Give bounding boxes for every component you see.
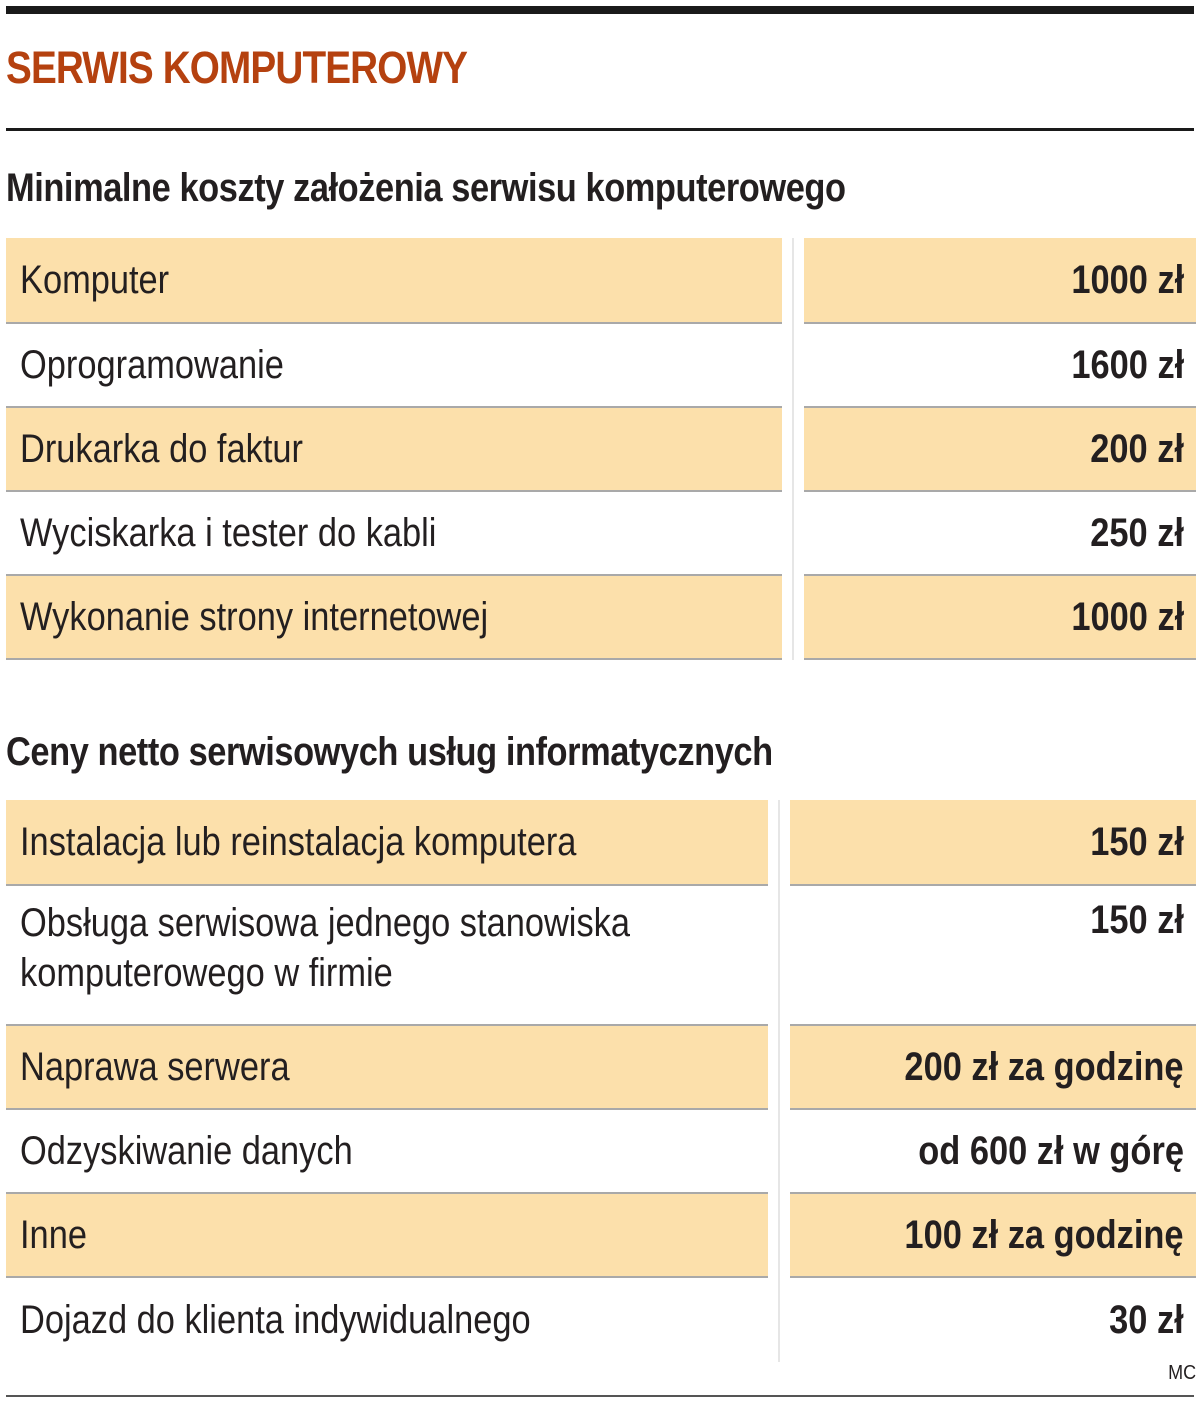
row-value: 150 zł <box>1090 898 1184 942</box>
row-value: 30 zł <box>1109 1297 1184 1342</box>
table-row <box>6 1278 1196 1362</box>
row-value: 250 zł <box>1090 510 1184 555</box>
table-row <box>6 408 1196 492</box>
row-label: Instalacja lub reinstalacja komputera <box>20 819 577 864</box>
section-heading-setup-costs <box>6 166 846 211</box>
row-label-cell <box>6 800 768 886</box>
row-label: Oprogramowanie <box>20 342 284 387</box>
table-row <box>6 1026 1196 1110</box>
setup-costs-table <box>6 238 1196 660</box>
column-gap <box>782 492 804 576</box>
table-row <box>6 492 1196 576</box>
row-label-cell <box>6 1110 768 1194</box>
row-value-cell <box>790 1194 1196 1278</box>
row-label-multiline <box>20 898 630 998</box>
row-value: 200 zł <box>1090 426 1184 471</box>
author-credit: MC <box>1168 1362 1196 1384</box>
row-value-cell <box>804 492 1196 576</box>
column-gap <box>782 576 804 660</box>
column-gap <box>768 800 790 886</box>
row-label: Drukarka do faktur <box>20 426 303 471</box>
row-label-cell <box>6 886 768 1026</box>
column-gap <box>782 324 804 408</box>
row-value: od 600 zł w górę <box>918 1128 1184 1173</box>
row-label-cell <box>6 1278 768 1362</box>
row-value-cell <box>790 1278 1196 1362</box>
column-gap <box>782 408 804 492</box>
row-value-cell <box>804 408 1196 492</box>
table-row <box>6 324 1196 408</box>
row-label: Wykonanie strony internetowej <box>20 594 489 639</box>
row-label-cell <box>6 238 782 324</box>
section-heading-text: Minimalne koszty założenia serwisu komputerowego <box>6 166 846 210</box>
table-row <box>6 800 1196 886</box>
row-value-cell <box>804 324 1196 408</box>
row-label: Inne <box>20 1212 87 1257</box>
row-label: Naprawa serwera <box>20 1044 290 1089</box>
column-gap <box>768 1278 790 1362</box>
top-rule <box>6 6 1194 14</box>
service-prices-table <box>6 800 1196 1362</box>
row-value-cell <box>790 886 1196 1026</box>
row-label: Wyciskarka i tester do kabli <box>20 510 437 555</box>
row-label-cell <box>6 1026 768 1110</box>
row-value-cell <box>790 1110 1196 1194</box>
section-heading-service-prices <box>6 730 773 775</box>
section-heading-text: Ceny netto serwisowych usług informatycznych <box>6 730 773 774</box>
row-value: 200 zł za godzinę <box>904 1044 1184 1089</box>
column-gap <box>768 1194 790 1278</box>
column-gap <box>782 238 804 324</box>
row-label: Dojazd do klienta indywidualnego <box>20 1297 531 1342</box>
row-label: Komputer <box>20 257 170 302</box>
row-label-cell <box>6 576 782 660</box>
column-gap <box>768 1110 790 1194</box>
table-row <box>6 1110 1196 1194</box>
table-row <box>6 886 1196 1026</box>
row-value: 100 zł za godzinę <box>904 1212 1184 1257</box>
table-row <box>6 238 1196 324</box>
row-value: 1000 zł <box>1071 594 1184 639</box>
row-value-cell <box>790 1026 1196 1110</box>
row-value-cell <box>804 238 1196 324</box>
table-row <box>6 1194 1196 1278</box>
page-title: SERWIS KOMPUTEROWY <box>6 42 468 93</box>
row-label-cell <box>6 408 782 492</box>
row-label-cell <box>6 1194 768 1278</box>
title-divider <box>6 128 1194 131</box>
row-value: 1000 zł <box>1071 257 1184 302</box>
column-gap <box>768 886 790 1026</box>
row-value-cell <box>804 576 1196 660</box>
column-gap <box>768 1026 790 1110</box>
row-value: 1600 zł <box>1071 342 1184 387</box>
table-row <box>6 576 1196 660</box>
row-label: Odzyskiwanie danych <box>20 1128 353 1173</box>
bottom-rule <box>6 1395 1194 1397</box>
row-value-cell <box>790 800 1196 886</box>
row-label-line-1: Obsługa serwisowa jednego stanowiska <box>20 901 630 945</box>
row-value: 150 zł <box>1090 819 1184 864</box>
row-label-cell <box>6 324 782 408</box>
row-label-line-2: komputerowego w firmie <box>20 951 393 995</box>
row-label-cell <box>6 492 782 576</box>
